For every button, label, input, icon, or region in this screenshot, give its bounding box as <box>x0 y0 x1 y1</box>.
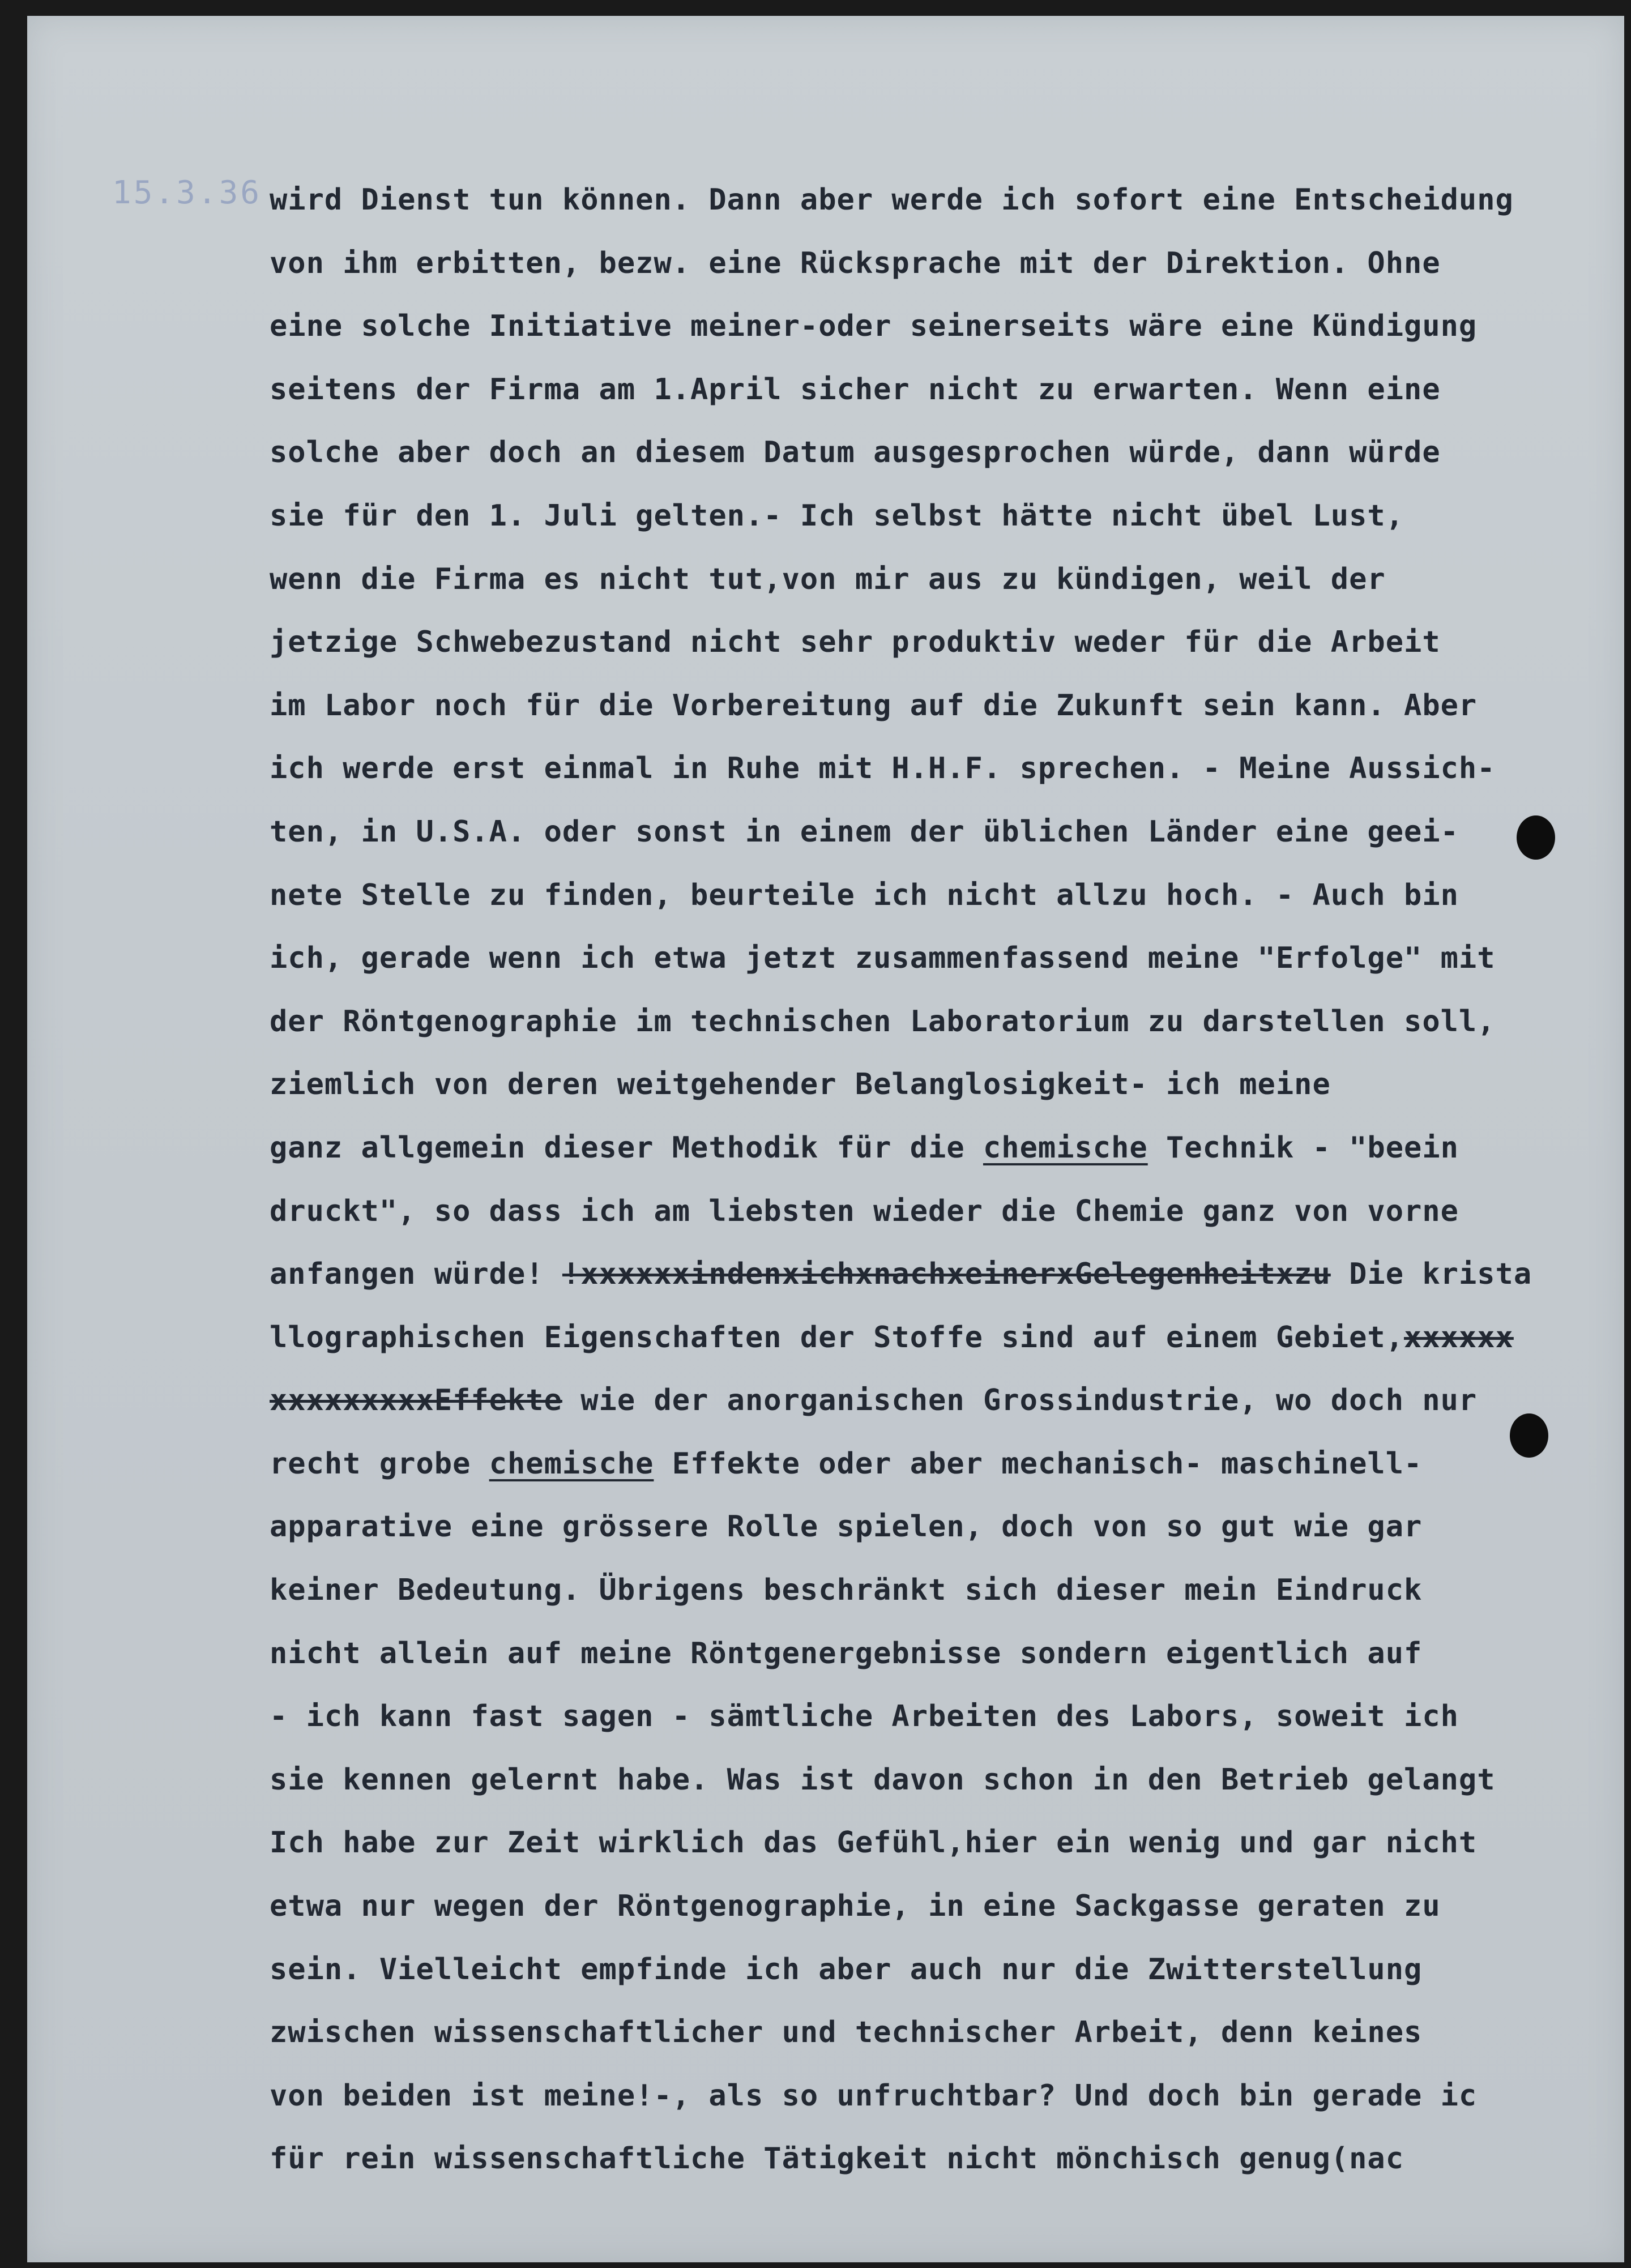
letter-body <box>270 169 1617 2191</box>
text-segment: recht grobe <box>270 1446 489 1481</box>
text-segment: llographischen Eigenschaften der Stoffe sind auf einem Gebiet, <box>270 1320 1404 1355</box>
punch-hole <box>1517 815 1555 860</box>
text-line: ich, gerade wenn ich etwa jetzt zusammenfassend meine "Erfolge" mit <box>270 941 1496 976</box>
text-line: zwischen wissenschaftlicher und technischer Arbeit, denn keines <box>270 2015 1423 2050</box>
text-line: nete Stelle zu finden, beurteile ich nicht allzu hoch. - Auch bin <box>270 878 1459 912</box>
text-line: sie kennen gelernt habe. Was ist davon schon in den Betrieb gelangt <box>270 1762 1496 1797</box>
text-line: druckt", so dass ich am liebsten wieder die Chemie ganz von vorne <box>270 1194 1459 1228</box>
text-line: von ihm erbitten, bezw. eine Rücksprache mit der Direktion. Ohne <box>270 246 1441 280</box>
text-segment: Effekte oder aber mechanisch- maschinell- <box>654 1446 1423 1481</box>
text-line: im Labor noch für die Vorbereitung auf die Zukunft sein kann. Aber <box>270 688 1478 723</box>
text-segment: anfangen würde! <box>270 1257 562 1292</box>
text-line: Ich habe zur Zeit wirklich das Gefühl,hier ein wenig und gar nicht <box>270 1826 1478 1860</box>
punch-hole <box>1510 1413 1548 1458</box>
text-line: etwa nur wegen der Röntgenographie, in eine Sackgasse geraten zu <box>270 1889 1441 1924</box>
text-segment: Die krista <box>1330 1257 1532 1292</box>
text-segment: wie der anorganischen Grossindustrie, wo doch nur <box>562 1383 1478 1418</box>
text-line-struck <box>270 1369 1617 1433</box>
text-line: nicht allein auf meine Röntgenergebnisse sondern eigentlich auf <box>270 1636 1423 1671</box>
text-line: keiner Bedeutung. Übrigens beschränkt sich dieser mein Eindruck <box>270 1573 1423 1608</box>
underlined-word: chemische <box>983 1130 1148 1165</box>
text-line: ziemlich von deren weitgehender Belanglosigkeit- ich meine <box>270 1067 1331 1102</box>
text-line: sie für den 1. Juli gelten.- Ich selbst hätte nicht übel Lust, <box>270 498 1404 533</box>
text-line: eine solche Initiative meiner-oder seinerseits wäre eine Kündigung <box>270 309 1478 344</box>
text-segment: Technik - "beein <box>1147 1130 1459 1165</box>
text-line: der Röntgenographie im technischen Laboratorium zu darstellen soll, <box>270 1004 1496 1039</box>
text-line: wird Dienst tun können. Dann aber werde ich sofort eine Entscheidung <box>270 183 1514 217</box>
text-segment: ganz allgemein dieser Methodik für die <box>270 1130 983 1165</box>
text-line: apparative eine grössere Rolle spielen, doch von so gut wie gar <box>270 1510 1423 1544</box>
text-line: jetzige Schwebezustand nicht sehr produktiv weder für die Arbeit <box>270 625 1441 660</box>
text-line-struck <box>270 1243 1617 1306</box>
struck-through-text: xxxxxxxxxEffekte <box>270 1383 562 1418</box>
text-line: ten, in U.S.A. oder sonst in einem der üblichen Länder eine geei- <box>270 814 1459 849</box>
document-page <box>27 16 1624 2262</box>
text-line: von beiden ist meine!-, als so unfruchtbar? Und doch bin gerade ic <box>270 2078 1478 2113</box>
text-line-struck <box>270 1306 1617 1370</box>
text-line: wenn die Firma es nicht tut,von mir aus zu kündigen, weil der <box>270 562 1386 596</box>
text-line: solche aber doch an diesem Datum ausgesprochen würde, dann würde <box>270 435 1441 470</box>
struck-through-text: !xxxxxxindenxichxnachxeinerxGelegenheitxzu <box>562 1257 1331 1292</box>
date-stamp: 15.3.36 <box>112 174 262 211</box>
struck-through-text: xxxxxx <box>1404 1320 1514 1355</box>
text-line: ich werde erst einmal in Ruhe mit H.H.F. sprechen. - Meine Aussich- <box>270 751 1496 786</box>
text-line: - ich kann fast sagen - sämtliche Arbeiten des Labors, soweit ich <box>270 1699 1459 1734</box>
text-line: sein. Vielleicht empfinde ich aber auch nur die Zwitterstellung <box>270 1952 1423 1987</box>
text-line: seitens der Firma am 1.April sicher nicht zu erwarten. Wenn eine <box>270 372 1441 407</box>
underlined-word: chemische <box>489 1446 654 1481</box>
text-line-underlined <box>270 1117 1617 1180</box>
text-line: für rein wissenschaftliche Tätigkeit nicht mönchisch genug(nac <box>270 2142 1404 2176</box>
text-line-underlined <box>270 1433 1617 1496</box>
